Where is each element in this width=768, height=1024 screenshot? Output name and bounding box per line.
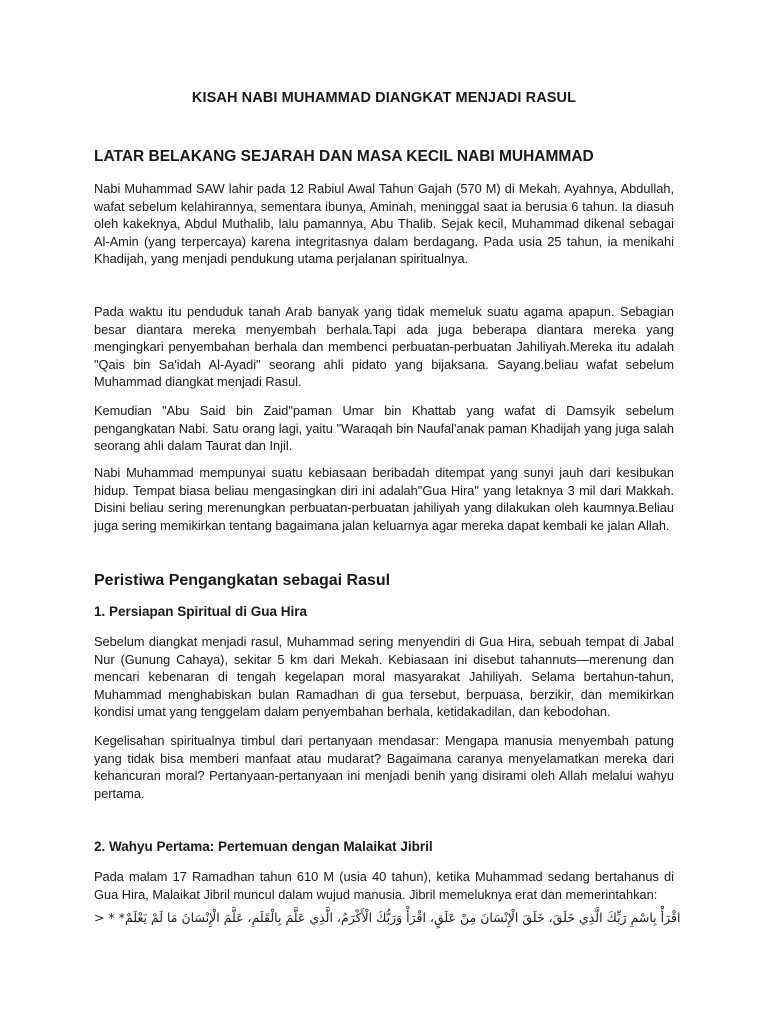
paragraph-abu-said: Kemudian "Abu Said bin Zaid"paman Umar bin Khattab yang wafat di Damsyik sebelum pengangkatan Nabi. Satu orang lagi, yaitu "Waraqah bin Naufal'anak paman Khadijah yang juga salah seorang ahli dalam Taurat dan Injil. xyxy=(94,403,674,454)
document-title: KISAH NABI MUHAMMAD DIANGKAT MENJADI RASUL xyxy=(191,90,577,106)
arabic-verse: اقْرَأْ بِاسْمِ رَبِّكَ الَّذِي خَلَقَ، خَلَقَ الْإِنْسَانَ مِنْ عَلَقٍ، اقْرَأْ وَرَبُّكَ الْأَكْرَمُ، الَّذِي عَلَّمَ بِالْقَلَمِ، عَلَّمَ الْإِنْسَانَ مَا لَمْ يَعْلَمْ* xyxy=(118,910,681,925)
paragraph-tahannuts: Sebelum diangkat menjadi rasul, Muhammad sering menyendiri di Gua Hira, sebuah tempat di Jabal Nur (Gunung Cahaya), sekitar 5 km dari Mekah. Kebiasaan ini disebut tahannuts—merenung dan mencari kebenaran di tengah kegelapan moral masyarakat Jahiliyah. Selama bertahun-tahun, Muhammad menghabiskan bulan Ramadhan di gua tersebut, berpuasa, berzikir, dan memikirkan kondisi umat yang tenggelam dalam penyembahan berhala, ketidakadilan, dan kebodohan. xyxy=(94,634,674,720)
subheading-spiritual-preparation: 1. Persiapan Spiritual di Gua Hira xyxy=(94,604,308,619)
paragraph-gua-hira-habit: Nabi Muhammad mempunyai suatu kebiasaan beribadah ditempat yang sunyi jauh dari kesibukan hidup. Tempat biasa beliau mengasingkan diri ini adalah"Gua Hira" yang letaknya 3 mil dari Makkah. Disini beliau sering merenungkan perbuatan-perbuatan jahiliyah yang dilakukan oleh kaumnya.Beliau juga sering memikirkan tentang bagaimana jalan keluarnya agar mereka dapat kembali ke jalan Allah. xyxy=(94,465,674,533)
paragraph-birth: Nabi Muhammad SAW lahir pada 12 Rabiul Awal Tahun Gajah (570 M) di Mekah. Ayahnya, Abdullah, wafat sebelum kelahirannya, sementara ibunya, Aminah, meninggal saat ia berusia 6 tahun. Ia diasuh oleh kakeknya, Abdul Muthalib, lalu pamannya, Abu Thalib. Sejak kecil, Muhammad dikenal sebagai Al-Amin (yang terpercaya) karena integritasnya dalam berdagang. Pada usia 25 tahun, ia menikahi Khadijah, yang menjadi pendukung utama perjalanan spiritualnya. xyxy=(94,181,674,267)
quote-prefix: > * xyxy=(94,910,115,925)
paragraph-arab-society: Pada waktu itu penduduk tanah Arab banyak yang tidak memeluk suatu agama apapun. Sebagian besar diantara mereka menyembah berhala.Tapi ada juga beberapa diantara mereka yang mengingkari penyembahan berhala dan membenci perbuatan-perbuatan Jahiliyah.Mereka itu adalah "Qais bin Sa'idah Al-Ayadi" seorang ahli pidato yang bijaksana. Sayang.beliau wafat sebelum Muhammad diangkat menjadi Rasul. xyxy=(94,304,674,390)
paragraph-spiritual-unrest: Kegelisahan spiritualnya timbul dari pertanyaan mendasar: Mengapa manusia menyembah patung yang tidak bisa memberi manfaat atau mudarat? Bagaimana caranya menyelamatkan mereka dari kehancuran moral? Pertanyaan-pertanyaan ini menjadi benih yang disirami oleh Allah melalui wahyu pertama. xyxy=(94,733,674,801)
paragraph-first-revelation: Pada malam 17 Ramadhan tahun 610 M (usia 40 tahun), ketika Muhammad sedang bertahanus di Gua Hira, Malaikat Jibril muncul dalam wujud manusia. Jibril memeluknya erat dan memerintahkan: xyxy=(94,869,674,902)
arabic-quote xyxy=(94,908,681,928)
section-heading-appointment: Peristiwa Pengangkatan sebagai Rasul xyxy=(94,572,391,589)
section-heading-background: LATAR BELAKANG SEJARAH DAN MASA KECIL NABI MUHAMMAD xyxy=(94,148,594,165)
subheading-first-revelation: 2. Wahyu Pertama: Pertemuan dengan Malaikat Jibril xyxy=(94,839,433,854)
